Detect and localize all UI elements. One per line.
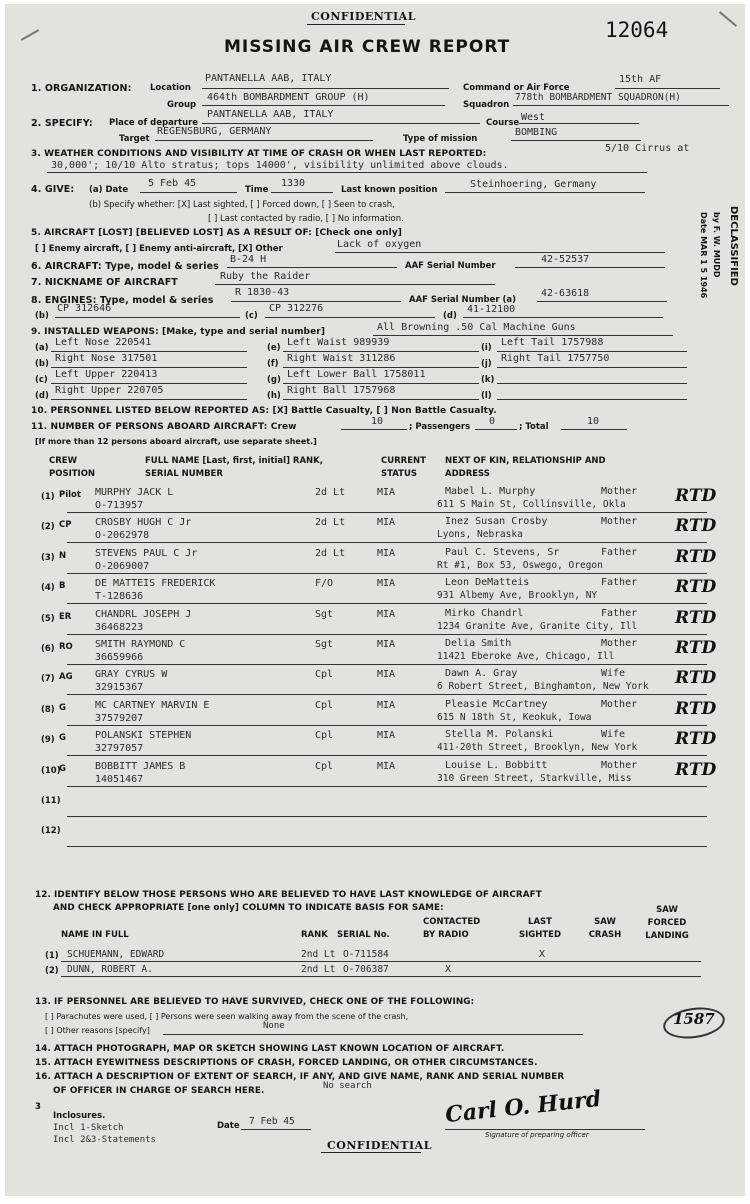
witness-basis-mark: X bbox=[445, 964, 452, 975]
kin-relationship: Mother bbox=[601, 760, 638, 771]
weapon-key: (h) bbox=[267, 391, 281, 401]
crew-count-value: 10 bbox=[371, 416, 384, 427]
item5-label: 5. AIRCRAFT [LOST] [BELIEVED LOST] AS A RESULT OF: [Check one only] bbox=[31, 228, 402, 238]
return-to-duty-note: RTD bbox=[675, 608, 717, 628]
weapon-value: Left Tail 1757988 bbox=[501, 337, 604, 348]
declassified-stamp-line3: Date MAR 1 5 1946 bbox=[699, 212, 708, 299]
item12-col-forced: SAW FORCED LANDING bbox=[645, 905, 689, 941]
crew-rank: Cpl bbox=[315, 700, 334, 711]
crew-row-number: (10) bbox=[41, 766, 61, 776]
return-to-duty-note: RTD bbox=[675, 638, 717, 658]
command-label: Command or Air Force bbox=[463, 83, 570, 93]
course-value: West bbox=[521, 112, 546, 123]
crew-position: G bbox=[59, 703, 66, 713]
time-value: 1330 bbox=[281, 178, 306, 189]
engine-a-value: 42-63618 bbox=[541, 288, 590, 299]
confidential-stamp-top: CONFIDENTIAL bbox=[311, 10, 416, 23]
departure-label: Place of departure bbox=[109, 118, 199, 128]
crew-position: G bbox=[59, 764, 66, 774]
kin-relationship: Mother bbox=[601, 486, 638, 497]
group-value: 464th BOMBARDMENT GROUP (H) bbox=[207, 92, 370, 103]
item3-label: 3. WEATHER CONDITIONS AND VISIBILITY AT TIME OF CRASH OR WHEN LAST REPORTED: bbox=[31, 149, 487, 159]
crew-status: MIA bbox=[377, 639, 396, 650]
group-label: Group bbox=[167, 100, 197, 110]
col-crew-position: CREW POSITION bbox=[49, 456, 96, 479]
item12-col-sighted: LAST SIGHTED bbox=[518, 917, 562, 940]
officer-signature: Carl O. Hurd bbox=[444, 1085, 603, 1129]
item10-label: 10. PERSONNEL LISTED BELOW REPORTED AS: [X] Battle Casualty, [ ] Non Battle Casualty. bbox=[31, 406, 497, 416]
kin-name: Paul C. Stevens, Sr bbox=[445, 547, 560, 558]
item12-label-a: 12. IDENTIFY BELOW THOSE PERSONS WHO ARE BELIEVED TO HAVE LAST KNOWLEDGE OF AIRCRAFT bbox=[35, 890, 542, 900]
kin-relationship: Father bbox=[601, 547, 638, 558]
location-value: PANTANELLA AAB, ITALY bbox=[205, 73, 332, 84]
crew-rank: Cpl bbox=[315, 761, 334, 772]
kin-name: Pleasie McCartney bbox=[445, 699, 548, 710]
crew-row-number: (7) bbox=[41, 674, 55, 684]
total-label: ; Total bbox=[519, 422, 549, 432]
departure-value: PANTANELLA AAB, ITALY bbox=[207, 109, 334, 120]
crew-status: MIA bbox=[377, 548, 396, 559]
return-to-duty-note: RTD bbox=[675, 516, 717, 536]
crew-rank: Sgt bbox=[315, 609, 334, 620]
kin-relationship: Father bbox=[601, 577, 638, 588]
report-number: 12064 bbox=[605, 18, 669, 42]
return-to-duty-note: RTD bbox=[675, 668, 717, 688]
witness-name: DUNN, ROBERT A. bbox=[67, 964, 153, 975]
crew-serial: 14051467 bbox=[95, 774, 144, 785]
total-count-value: 10 bbox=[587, 416, 600, 427]
crew-row-number: (6) bbox=[41, 644, 55, 654]
weapon-key: (d) bbox=[35, 391, 49, 401]
target-value: REGENSBURG, GERMANY bbox=[157, 126, 272, 137]
report-title: MISSING AIR CREW REPORT bbox=[224, 37, 511, 57]
crew-rank: F/O bbox=[315, 578, 334, 589]
weapon-key: (e) bbox=[267, 343, 281, 353]
item11-note: [If more than 12 persons aboard aircraft, use separate sheet.] bbox=[35, 437, 317, 446]
crew-status: MIA bbox=[377, 700, 396, 711]
witness-name: SCHUEMANN, EDWARD bbox=[67, 949, 165, 960]
crew-position: G bbox=[59, 733, 66, 743]
crew-position: ER bbox=[59, 612, 72, 622]
item4-c-line: [ ] Last contacted by radio, [ ] No information. bbox=[208, 214, 404, 224]
footer-date-value: 7 Feb 45 bbox=[249, 1116, 295, 1127]
item12-col-name: NAME IN FULL bbox=[61, 930, 129, 940]
kin-address: 310 Green Street, Starkville, Miss bbox=[437, 773, 632, 784]
aircraft-serial-value: 42-52537 bbox=[541, 254, 590, 265]
weapon-value: Left Lower Ball 1758011 bbox=[287, 369, 426, 380]
signature-caption: Signature of preparing officer bbox=[485, 1131, 589, 1139]
weather-value-b: 30,000'; 10/10 Alto stratus; tops 14000', visibility unlimited above clouds. bbox=[51, 160, 509, 171]
witness-serial: O-706387 bbox=[343, 964, 389, 975]
item16-value: No search bbox=[323, 1081, 372, 1091]
witness-rank: 2nd Lt bbox=[301, 949, 336, 960]
weapon-value: Left Waist 989939 bbox=[287, 337, 390, 348]
crew-serial: 36659966 bbox=[95, 652, 144, 663]
kin-relationship: Mother bbox=[601, 638, 638, 649]
item15-label: 15. ATTACH EYEWITNESS DESCRIPTIONS OF CRASH, FORCED LANDING, OR OTHER CIRCUMSTANCES. bbox=[35, 1058, 538, 1068]
item5-options: [ ] Enemy aircraft, [ ] Enemy anti-aircraft, [X] Other bbox=[35, 244, 283, 254]
kin-address: 931 Albemy Ave, Brooklyn, NY bbox=[437, 590, 598, 601]
weapon-key: (k) bbox=[481, 375, 495, 385]
crew-status: MIA bbox=[377, 730, 396, 741]
engine-c-value: CP 312276 bbox=[269, 303, 324, 314]
kin-address: 411-20th Street, Brooklyn, New York bbox=[437, 742, 638, 753]
missing-air-crew-report-page bbox=[5, 4, 745, 1196]
weapon-key: (l) bbox=[481, 391, 492, 401]
date-value: 5 Feb 45 bbox=[148, 178, 197, 189]
kin-address: 1234 Granite Ave, Granite City, Ill bbox=[437, 621, 638, 632]
weapon-value: Right Tail 1757750 bbox=[501, 353, 610, 364]
crew-rank: Cpl bbox=[315, 669, 334, 680]
mission-value: BOMBING bbox=[515, 127, 558, 138]
item4-label: 4. GIVE: bbox=[31, 184, 75, 195]
col-full-name: FULL NAME [Last, first, initial] RANK, SERIAL NUMBER bbox=[145, 456, 323, 479]
engine-type-value: R 1830-43 bbox=[235, 287, 290, 298]
command-value: 15th AF bbox=[619, 74, 662, 85]
crew-serial: 32797057 bbox=[95, 743, 144, 754]
aircraft-type-value: B-24 H bbox=[230, 254, 267, 265]
aircraft-nickname-value: Ruby the Raider bbox=[220, 271, 311, 282]
crew-status: MIA bbox=[377, 487, 396, 498]
weapon-value: Left Upper 220413 bbox=[55, 369, 158, 380]
crew-position: CP bbox=[59, 520, 72, 530]
kin-relationship: Wife bbox=[601, 668, 626, 679]
crew-serial: O-2062978 bbox=[95, 530, 150, 541]
passengers-count-value: 0 bbox=[489, 416, 496, 427]
inclosures-label: Inclosures. bbox=[53, 1111, 106, 1121]
crew-row-number: (5) bbox=[41, 614, 55, 624]
weapon-value: Right Upper 220705 bbox=[55, 385, 164, 396]
scratch-mark-left bbox=[21, 29, 39, 41]
engine-b-value: CP 312646 bbox=[57, 303, 112, 314]
col-next-of-kin: NEXT OF KIN, RELATIONSHIP AND ADDRESS bbox=[445, 456, 606, 479]
item12-label-b: AND CHECK APPROPRIATE [one only] COLUMN TO INDICATE BASIS FOR SAME: bbox=[53, 903, 444, 913]
kin-relationship: Father bbox=[601, 608, 638, 619]
crew-position: Pilot bbox=[59, 490, 81, 500]
kin-address: Lyons, Nebraska bbox=[437, 529, 523, 540]
crew-serial: 32915367 bbox=[95, 682, 144, 693]
kin-name: Dawn A. Gray bbox=[445, 668, 518, 679]
crew-status: MIA bbox=[377, 517, 396, 528]
crew-rank: 2d Lt bbox=[315, 487, 346, 498]
crew-name: CROSBY HUGH C Jr bbox=[95, 517, 192, 528]
item5-other-value: Lack of oxygen bbox=[337, 239, 422, 250]
scratch-mark-right bbox=[719, 11, 737, 27]
witness-rank: 2nd Lt bbox=[301, 964, 336, 975]
inclosure-2: Incl 2&3-Statements bbox=[53, 1135, 156, 1145]
footer-date-label: Date bbox=[217, 1121, 240, 1131]
return-to-duty-note: RTD bbox=[675, 760, 717, 780]
weapon-value: Right Ball 1757968 bbox=[287, 385, 396, 396]
item12-col-crash: SAW CRASH bbox=[588, 917, 622, 940]
crew-name: BOBBITT JAMES B bbox=[95, 761, 186, 772]
declassified-stamp-line1: DECLASSIFIED bbox=[728, 206, 739, 286]
kin-relationship: Wife bbox=[601, 729, 626, 740]
crew-name: SMITH RAYMOND C bbox=[95, 639, 186, 650]
crew-name: MURPHY JACK L bbox=[95, 487, 174, 498]
weapon-value: Left Nose 220541 bbox=[55, 337, 152, 348]
weapon-key: (a) bbox=[35, 343, 49, 353]
weapon-key: (i) bbox=[481, 343, 492, 353]
return-to-duty-note: RTD bbox=[675, 547, 717, 567]
item13-a: [ ] Parachutes were used, [ ] Persons were seen walking away from the scene of the crash, bbox=[45, 1012, 409, 1021]
crew-rank: Cpl bbox=[315, 730, 334, 741]
crew-row-number: (8) bbox=[41, 705, 55, 715]
col-current-status: CURRENT STATUS bbox=[381, 456, 426, 479]
kin-name: Louise L. Bobbitt bbox=[445, 760, 548, 771]
item6-label: 6. AIRCRAFT: Type, model & series bbox=[31, 261, 219, 272]
witness-serial: O-711584 bbox=[343, 949, 389, 960]
position-label: Last known position bbox=[341, 185, 438, 195]
crew-serial: O-713957 bbox=[95, 500, 144, 511]
course-label: Course bbox=[486, 118, 520, 128]
location-label: Location bbox=[150, 83, 191, 93]
engine-serial-label: AAF Serial Number (a) bbox=[409, 295, 517, 305]
kin-name: Leon DeMatteis bbox=[445, 577, 530, 588]
weapon-value: Right Nose 317501 bbox=[55, 353, 158, 364]
kin-address: 611 S Main St, Collinsville, Okla bbox=[437, 499, 626, 510]
kin-address: 615 N 18th St, Keokuk, Iowa bbox=[437, 712, 592, 723]
item14-label: 14. ATTACH PHOTOGRAPH, MAP OR SKETCH SHOWING LAST KNOWN LOCATION OF AIRCRAFT. bbox=[35, 1044, 505, 1054]
target-label: Target bbox=[119, 134, 150, 144]
item12-col-serial: SERIAL No. bbox=[337, 930, 390, 940]
weapon-value: Right Waist 311286 bbox=[287, 353, 396, 364]
item7-label: 7. NICKNAME OF AIRCRAFT bbox=[31, 277, 178, 288]
time-label: Time bbox=[245, 185, 269, 195]
engine-d-value: 41-12100 bbox=[467, 304, 516, 315]
crew-row-number: (2) bbox=[41, 522, 55, 532]
mission-label: Type of mission bbox=[403, 134, 478, 144]
item16-label-b: OF OFFICER IN CHARGE OF SEARCH HERE. bbox=[53, 1086, 265, 1096]
crew-rank: 2d Lt bbox=[315, 548, 346, 559]
kin-name: Mirko Chandrl bbox=[445, 608, 524, 619]
engine-c-label: (c) bbox=[245, 311, 258, 321]
crew-name: POLANSKI STEPHEN bbox=[95, 730, 192, 741]
crew-position: RO bbox=[59, 642, 73, 652]
kin-name: Stella M. Polanski bbox=[445, 729, 554, 740]
page-mark: 3 bbox=[35, 1102, 41, 1112]
witness-basis-mark: X bbox=[539, 949, 546, 960]
return-to-duty-note: RTD bbox=[675, 699, 717, 719]
crew-position: AG bbox=[59, 672, 73, 682]
crew-row-number: (4) bbox=[41, 583, 55, 593]
weapon-key: (j) bbox=[481, 359, 492, 369]
crew-row-number: (9) bbox=[41, 735, 55, 745]
item9-label: 9. INSTALLED WEAPONS: [Make, type and serial number] bbox=[31, 327, 326, 337]
witness-number: (2) bbox=[45, 966, 59, 976]
engine-d-label: (d) bbox=[443, 311, 457, 321]
crew-serial: 36468223 bbox=[95, 622, 144, 633]
weapons-description: All Browning .50 Cal Machine Guns bbox=[377, 322, 576, 333]
crew-row-number: (1) bbox=[41, 492, 55, 502]
confidential-underline bbox=[307, 24, 405, 25]
crew-row-number: (11) bbox=[41, 796, 61, 806]
weapon-key: (b) bbox=[35, 359, 49, 369]
crew-name: STEVENS PAUL C Jr bbox=[95, 548, 198, 559]
crew-status: MIA bbox=[377, 761, 396, 772]
return-to-duty-note: RTD bbox=[675, 729, 717, 749]
confidential-stamp-bottom: CONFIDENTIAL bbox=[327, 1139, 432, 1152]
return-to-duty-note: RTD bbox=[675, 486, 717, 506]
aircraft-serial-label: AAF Serial Number bbox=[405, 261, 496, 271]
item12-col-rank: RANK bbox=[301, 930, 328, 940]
kin-name: Mabel L. Murphy bbox=[445, 486, 536, 497]
crew-serial: T-128636 bbox=[95, 591, 144, 602]
crew-position: N bbox=[59, 551, 67, 561]
kin-name: Delia Smith bbox=[445, 638, 512, 649]
item1-label: 1. ORGANIZATION: bbox=[31, 83, 132, 94]
crew-row-number: (3) bbox=[41, 553, 55, 563]
date-label: (a) Date bbox=[89, 185, 129, 195]
item13-label: 13. IF PERSONNEL ARE BELIEVED TO HAVE SURVIVED, CHECK ONE OF THE FOLLOWING: bbox=[35, 997, 475, 1007]
item12-col-radio: CONTACTED BY RADIO bbox=[423, 917, 481, 940]
item8-label: 8. ENGINES: Type, model & series bbox=[31, 295, 214, 306]
crew-name: GRAY CYRUS W bbox=[95, 669, 168, 680]
declassified-stamp-line2: by F. W. MUDD bbox=[712, 212, 721, 278]
crew-status: MIA bbox=[377, 578, 396, 589]
weather-value-a: 5/10 Cirrus at bbox=[605, 143, 690, 154]
item4-b-line: (b) Specify whether: [X] Last sighted, [ ] Forced down, [ ] Seen to crash, bbox=[89, 200, 395, 210]
passengers-label: ; Passengers bbox=[409, 422, 471, 432]
crew-serial: O-2069007 bbox=[95, 561, 150, 572]
circled-number: 1587 bbox=[673, 1010, 715, 1028]
return-to-duty-note: RTD bbox=[675, 577, 717, 597]
witness-number: (1) bbox=[45, 951, 59, 961]
crew-status: MIA bbox=[377, 609, 396, 620]
item13-b-value: None bbox=[263, 1021, 285, 1031]
kin-relationship: Mother bbox=[601, 516, 638, 527]
crew-rank: 2d Lt bbox=[315, 517, 346, 528]
kin-address: Rt #1, Box 53, Oswego, Oregon bbox=[437, 560, 603, 571]
kin-relationship: Mother bbox=[601, 699, 638, 710]
crew-position: B bbox=[59, 581, 66, 591]
crew-name: DE MATTEIS FREDERICK bbox=[95, 578, 216, 589]
crew-serial: 37579207 bbox=[95, 713, 144, 724]
squadron-value: 778th BOMBARDMENT SQUADRON(H) bbox=[515, 92, 681, 103]
weapon-key: (c) bbox=[35, 375, 48, 385]
crew-rank: Sgt bbox=[315, 639, 334, 650]
item13-b: [ ] Other reasons [specify] bbox=[45, 1026, 150, 1035]
engine-b-label: (b) bbox=[35, 311, 49, 321]
crew-name: MC CARTNEY MARVIN E bbox=[95, 700, 210, 711]
kin-name: Inez Susan Crosby bbox=[445, 516, 548, 527]
item16-label-a: 16. ATTACH A DESCRIPTION OF EXTENT OF SEARCH, IF ANY, AND GIVE NAME, RANK AND SERIAL NUMBER bbox=[35, 1072, 565, 1082]
item11-label: 11. NUMBER OF PERSONS ABOARD AIRCRAFT: Crew bbox=[31, 422, 297, 432]
weapon-key: (g) bbox=[267, 375, 281, 385]
item2-label: 2. SPECIFY: bbox=[31, 118, 93, 129]
crew-row-number: (12) bbox=[41, 826, 61, 836]
squadron-label: Squadron bbox=[463, 100, 510, 110]
weapon-key: (f) bbox=[267, 359, 279, 369]
crew-name: CHANDRL JOSEPH J bbox=[95, 609, 192, 620]
inclosure-1: Incl 1-Sketch bbox=[53, 1123, 124, 1133]
kin-address: 11421 Eberoke Ave, Chicago, Ill bbox=[437, 651, 615, 662]
kin-address: 6 Robert Street, Binghamton, New York bbox=[437, 681, 649, 692]
crew-status: MIA bbox=[377, 669, 396, 680]
position-value: Steinhoering, Germany bbox=[470, 179, 597, 190]
